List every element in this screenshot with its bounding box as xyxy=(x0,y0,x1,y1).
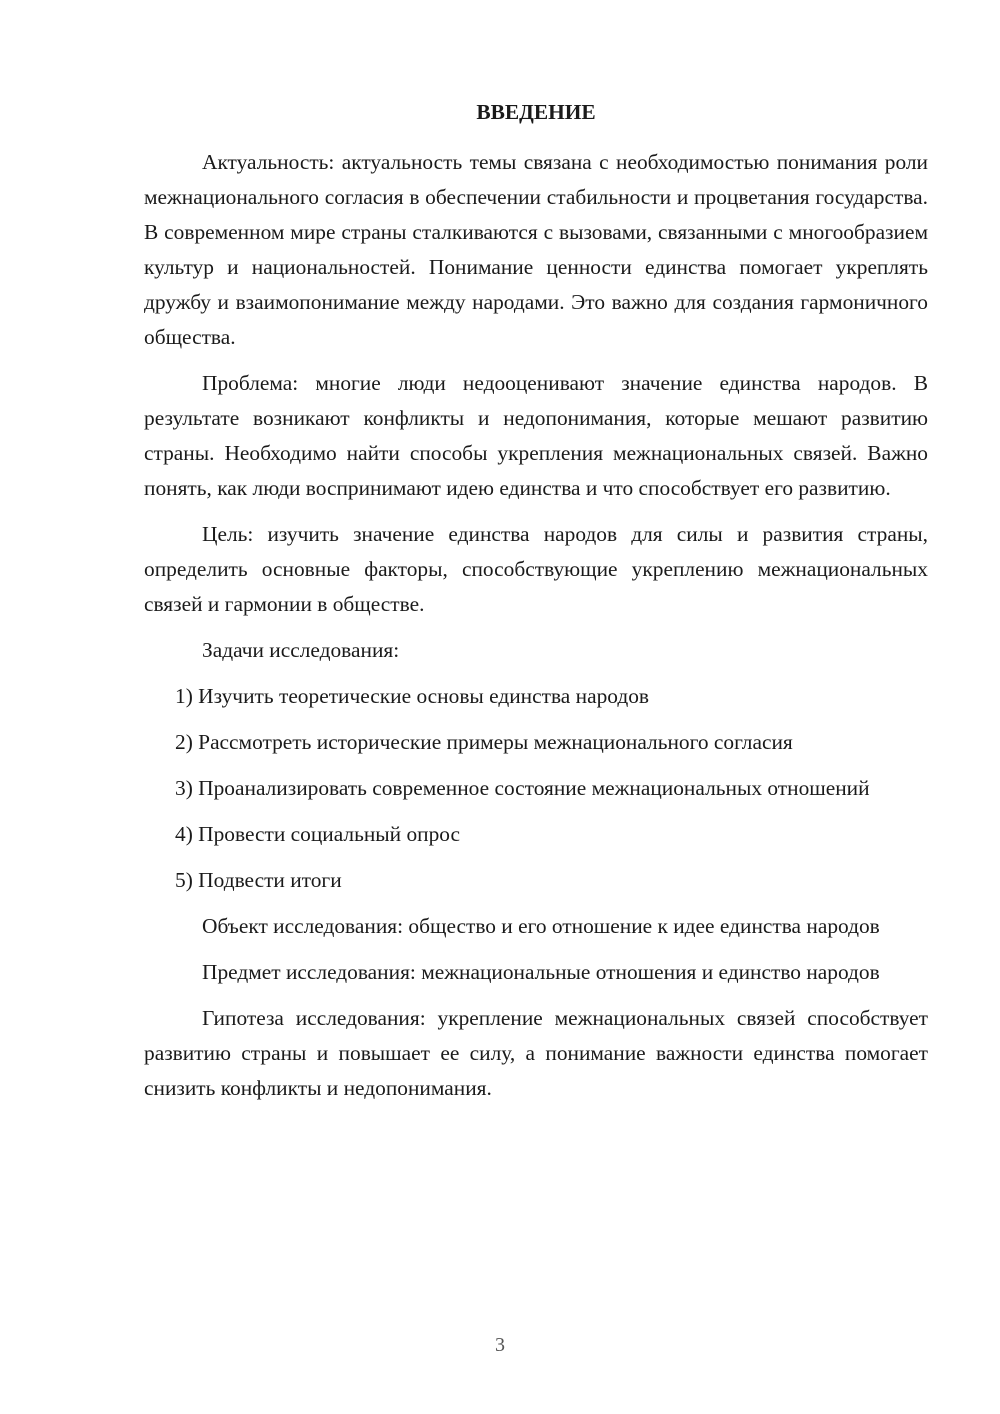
page-number: 3 xyxy=(495,1334,505,1356)
paragraph-object: Объект исследования: общество и его отношение к идее единства народов xyxy=(202,914,880,938)
task-item-4: 4) Провести социальный опрос xyxy=(175,822,461,846)
paragraph-tasks-heading: Задачи исследования: xyxy=(202,638,400,662)
paragraph-goal: Цель: изучить значение единства народов для силы и развития страны, определить основные факторы, способствующие укреплению межнациональных связей и гармонии в обществе. xyxy=(144,522,928,616)
task-item-1: 1) Изучить теоретические основы единства народов xyxy=(175,684,650,708)
task-item-2: 2) Рассмотреть исторические примеры межнационального согласия xyxy=(175,730,793,754)
task-item-5: 5) Подвести итоги xyxy=(175,868,342,892)
document-page xyxy=(144,96,928,1117)
paragraph-relevance: Актуальность: актуальность темы связана с необходимостью понимания роли межнационального согласия в обеспечении стабильности и процветания государства. В современном мире страны сталкиваются с вызовами, связанными с многообразием культур и национальностей. Понимание ценности единства помогает укреплять дружбу и взаимопонимание между народами. Это важно для создания гармоничного общества. xyxy=(144,150,928,349)
paragraph-problem: Проблема: многие люди недооценивают значение единства народов. В результате возникают конфликты и недопонимания, которые мешают развитию страны. Необходимо найти способы укрепления межнациональных связей. Важно понять, как люди воспринимают идею единства и что способствует его развитию. xyxy=(144,371,928,500)
paragraph-subject: Предмет исследования: межнациональные отношения и единство народов xyxy=(202,960,880,984)
page-title: ВВЕДЕНИЕ xyxy=(476,100,596,124)
task-item-3: 3) Проанализировать современное состояние межнациональных отношений xyxy=(175,776,870,800)
paragraph-hypothesis: Гипотеза исследования: укрепление межнациональных связей способствует развитию страны и повышает ее силу, а понимание важности единства помогает снизить конфликты и недопонимания. xyxy=(144,1006,928,1100)
